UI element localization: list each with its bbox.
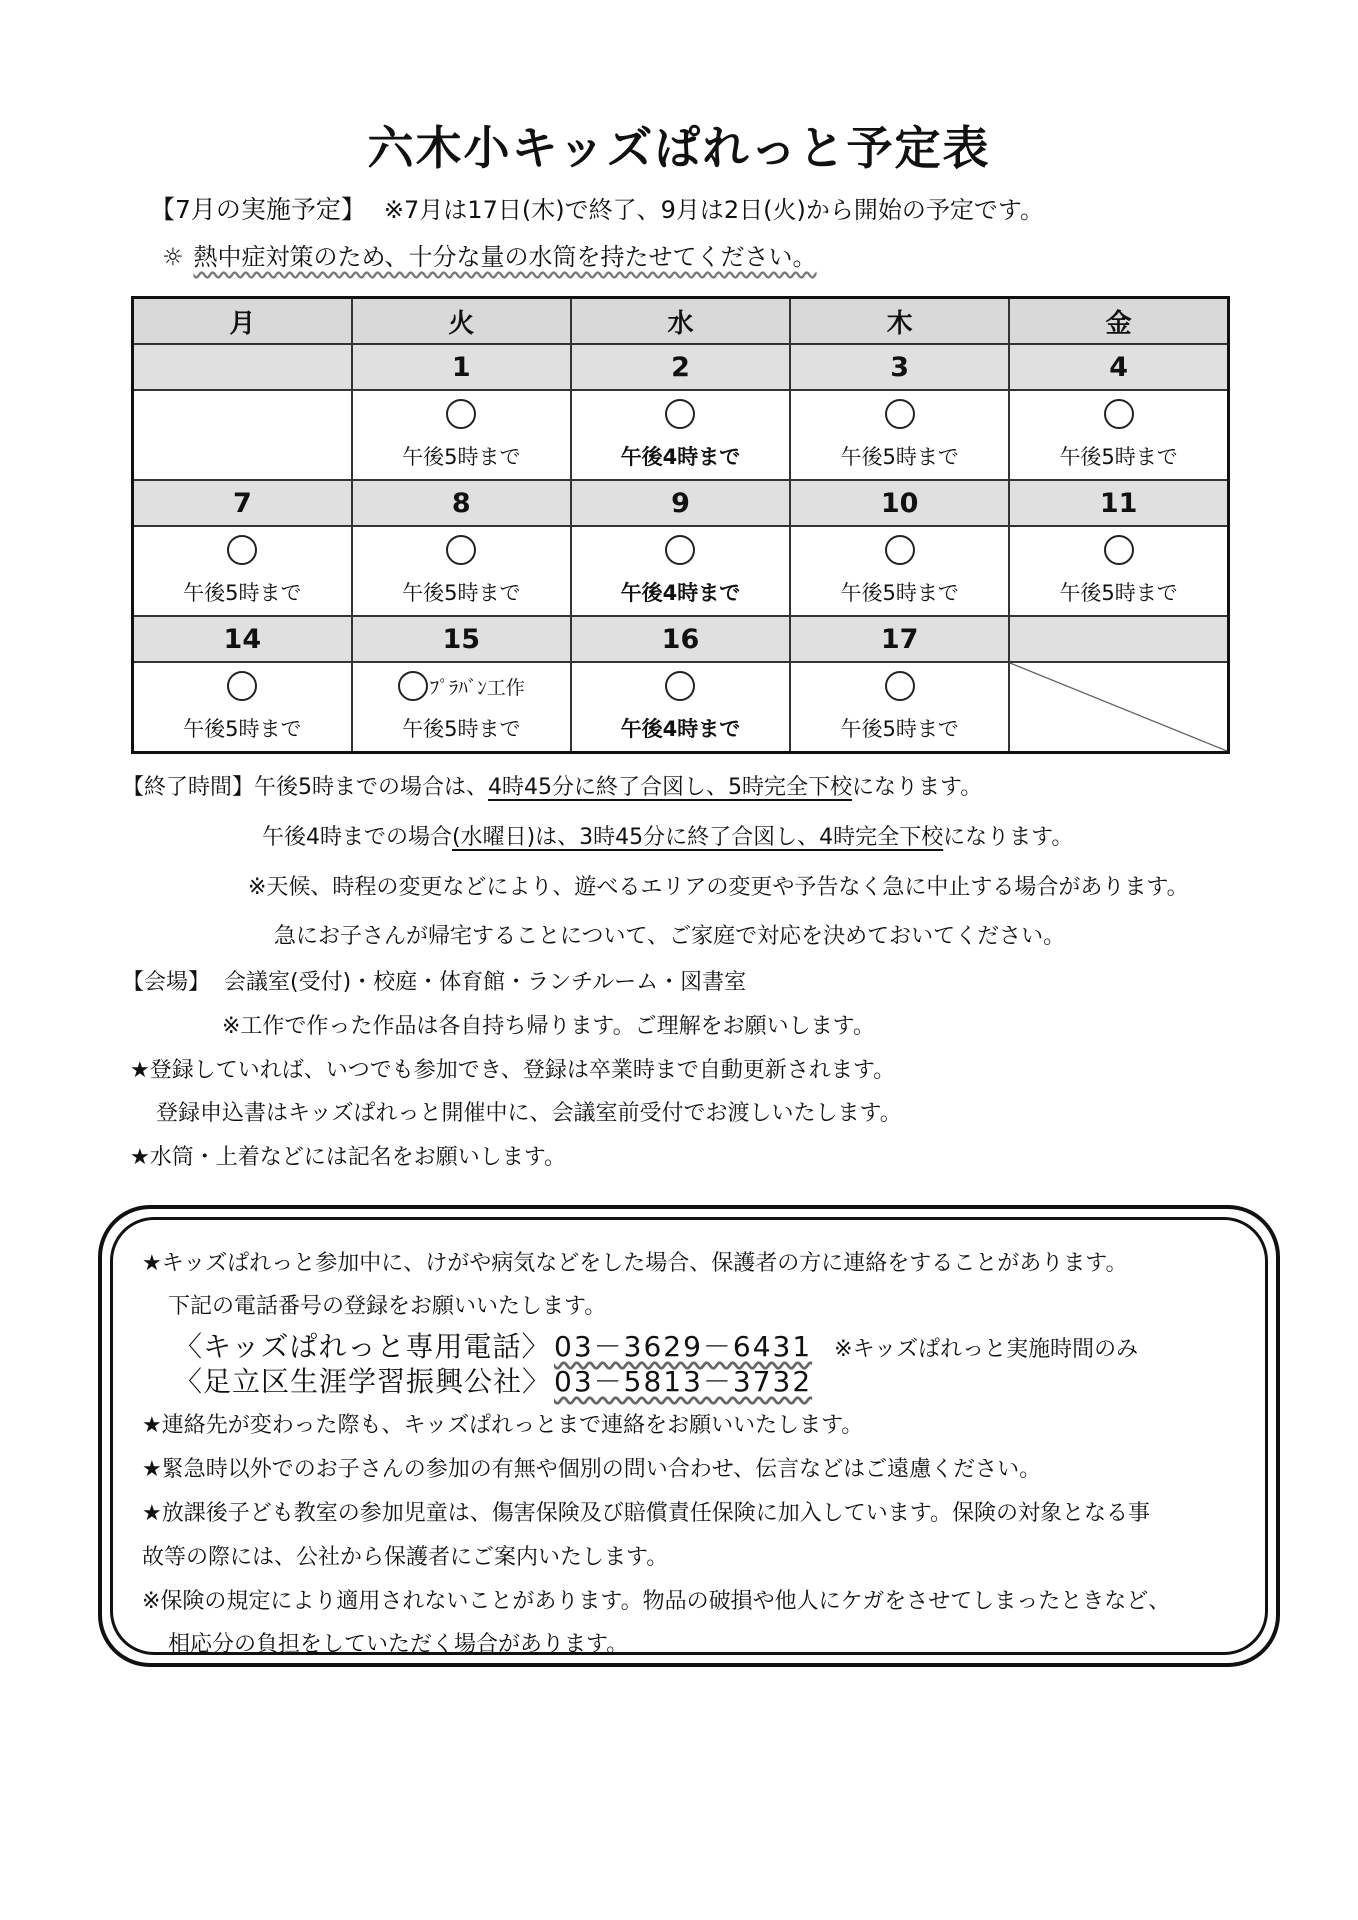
craft-note: ※工作で作った作品は各自持ち帰ります。ご理解をお願いします。 xyxy=(222,1014,875,1039)
contact-note-5: ★放課後子ども教室の参加児童は、傷害保険及び賠償責任保険に加入しています。保険の対象となる事 xyxy=(142,1501,1150,1526)
schedule-cell xyxy=(352,390,571,480)
circle-icon xyxy=(398,671,428,701)
date-row xyxy=(133,344,1229,390)
circle-icon xyxy=(665,399,695,429)
contact-note-4: ★緊急時以外でのお子さんの参加の有無や個別の問い合わせ、伝言などはご遠慮ください。 xyxy=(142,1457,1042,1482)
circle-icon xyxy=(1104,535,1134,565)
open-mark xyxy=(791,399,1008,429)
date-cell: 3 xyxy=(790,344,1009,390)
name-label-note: ★水筒・上着などには記名をお願いします。 xyxy=(130,1145,566,1170)
weekday-thu: 木 xyxy=(790,298,1009,345)
schedule-cell xyxy=(352,526,571,616)
schedule-cell xyxy=(571,662,790,753)
end-time-label: 午後5時まで xyxy=(402,581,521,605)
contact-note-7: ※保険の規定により適用されないことがあります。物品の破損や他人にケガをさせてしまったときなど、 xyxy=(142,1589,1171,1614)
contact-note-3: ★連絡先が変わった際も、キッズぱれっとまで連絡をお願いいたします。 xyxy=(142,1413,864,1438)
phone-number: 03－3629－6431 xyxy=(554,1330,813,1363)
open-mark xyxy=(572,535,789,565)
registration-note-1: ★登録していれば、いつでも参加でき、登録は卒業時まで自動更新されます。 xyxy=(130,1058,896,1083)
date-cell: 11 xyxy=(1009,480,1228,526)
end-time-text: になります。 xyxy=(943,825,1074,850)
activity-label: ﾌﾟﾗﾊﾞﾝ工作 xyxy=(429,676,525,699)
date-cell: 14 xyxy=(133,616,352,662)
phone-row-kids xyxy=(174,1325,1138,1365)
end-time-label: 午後4時まで xyxy=(620,717,741,741)
date-cell xyxy=(133,344,352,390)
open-mark xyxy=(791,535,1008,565)
date-cell: 7 xyxy=(133,480,352,526)
end-time-label: 午後5時まで xyxy=(183,581,302,605)
contact-note-8: 相応分の負担をしていただく場合があります。 xyxy=(168,1632,629,1657)
end-time-label: 午後5時まで xyxy=(402,445,521,469)
schedule-cell xyxy=(790,662,1009,753)
early-return-note: 急にお子さんが帰宅することについて、ご家庭で対応を決めておいてください。 xyxy=(274,924,1066,949)
weekday-wed: 水 xyxy=(571,298,790,345)
venue-label: 【会場】 xyxy=(122,970,211,995)
venue-line xyxy=(122,965,746,996)
heatstroke-text: 熱中症対策のため、十分な量の水筒を持たせてください。 xyxy=(193,243,817,271)
date-cell xyxy=(1009,616,1228,662)
circle-icon xyxy=(665,535,695,565)
contact-note-1: ★キッズぱれっと参加中に、けがや病気などをした場合、保護者の方に連絡をすることがあります。 xyxy=(142,1251,1128,1276)
date-cell: 17 xyxy=(790,616,1009,662)
month-schedule-intro xyxy=(150,190,1044,226)
circle-icon xyxy=(446,535,476,565)
month-end-note: ※7月は17日(木)で終了、9月は2日(火)から開始の予定です。 xyxy=(383,196,1044,224)
circle-icon xyxy=(885,399,915,429)
schedule-cell xyxy=(133,526,352,616)
date-cell: 8 xyxy=(352,480,571,526)
end-time-underlined: (水曜日)は、3時45分に終了合図し、4時完全下校 xyxy=(452,825,944,850)
phone-label: 〈足立区生涯学習振興公社〉 xyxy=(174,1365,552,1398)
open-mark xyxy=(353,535,570,565)
schedule-cell xyxy=(352,662,571,753)
date-row xyxy=(133,480,1229,526)
weather-note: ※天候、時程の変更などにより、遊べるエリアの変更や予告なく急に中止する場合があります。 xyxy=(248,875,1189,900)
end-time-label: 午後4時まで xyxy=(620,445,741,469)
end-time-label: 午後4時まで xyxy=(620,581,741,605)
heatstroke-note xyxy=(162,237,817,272)
end-time-label: 午後5時まで xyxy=(840,717,959,741)
sun-icon: ☼ xyxy=(162,243,184,271)
circle-icon xyxy=(227,671,257,701)
end-time-line-1 xyxy=(122,770,982,801)
open-mark xyxy=(1010,535,1227,565)
circle-icon xyxy=(885,535,915,565)
date-cell: 4 xyxy=(1009,344,1228,390)
content-row xyxy=(133,662,1229,753)
date-cell: 9 xyxy=(571,480,790,526)
calendar-body xyxy=(133,344,1229,753)
open-mark xyxy=(353,671,570,701)
date-cell: 2 xyxy=(571,344,790,390)
schedule-cell xyxy=(1009,662,1228,753)
circle-icon xyxy=(227,535,257,565)
date-cell: 10 xyxy=(790,480,1009,526)
phone-label: 〈キッズぱれっと専用電話〉 xyxy=(174,1330,551,1363)
open-mark xyxy=(572,671,789,701)
phone-row-foundation xyxy=(174,1360,812,1400)
open-mark xyxy=(1010,399,1227,429)
end-time-text: 午後4時までの場合 xyxy=(262,825,452,850)
schedule-cell xyxy=(790,390,1009,480)
circle-icon xyxy=(1104,399,1134,429)
phone-note: ※キッズぱれっと実施時間のみ xyxy=(834,1337,1139,1362)
schedule-cell xyxy=(1009,390,1228,480)
circle-icon xyxy=(665,671,695,701)
circle-icon xyxy=(885,671,915,701)
end-time-label: 午後5時まで xyxy=(402,717,521,741)
month-heading: 【7月の実施予定】 xyxy=(150,195,366,224)
weekday-mon: 月 xyxy=(133,298,352,345)
schedule-cell xyxy=(571,526,790,616)
open-mark xyxy=(791,671,1008,701)
venue-places: 会議室(受付)・校庭・体育館・ランチルーム・図書室 xyxy=(224,970,747,995)
schedule-calendar xyxy=(131,296,1230,754)
date-cell: 1 xyxy=(352,344,571,390)
date-cell: 16 xyxy=(571,616,790,662)
open-mark xyxy=(134,671,351,701)
end-time-label: 午後5時まで xyxy=(840,581,959,605)
open-mark xyxy=(353,399,570,429)
date-row xyxy=(133,616,1229,662)
end-time-label: 午後5時まで xyxy=(840,445,959,469)
schedule-cell xyxy=(133,390,352,480)
registration-note-2: 登録申込書はキッズぱれっと開催中に、会議室前受付でお渡しいたします。 xyxy=(156,1101,902,1126)
end-time-underlined: 4時45分に終了合図し、5時完全下校 xyxy=(488,775,853,800)
content-row xyxy=(133,390,1229,480)
end-time-line-2 xyxy=(262,820,1073,851)
end-time-label: 午後5時まで xyxy=(1059,581,1178,605)
open-mark xyxy=(134,535,351,565)
contact-note-6: 故等の際には、公社から保護者にご案内いたします。 xyxy=(142,1545,669,1570)
schedule-cell xyxy=(133,662,352,753)
schedule-cell xyxy=(571,390,790,480)
phone-number: 03－5813－3732 xyxy=(554,1365,813,1398)
schedule-cell xyxy=(790,526,1009,616)
open-mark xyxy=(572,399,789,429)
end-time-label: 【終了時間】 xyxy=(122,775,255,800)
contact-note-2: 下記の電話番号の登録をお願いいたします。 xyxy=(168,1294,607,1319)
page-title: 六木小キッズぱれっと予定表 xyxy=(367,121,991,175)
content-row xyxy=(133,526,1229,616)
end-time-text: になります。 xyxy=(852,775,983,800)
weekday-tue: 火 xyxy=(352,298,571,345)
date-cell: 15 xyxy=(352,616,571,662)
schedule-cell xyxy=(1009,526,1228,616)
end-time-text: 午後5時までの場合は、 xyxy=(254,775,489,800)
circle-icon xyxy=(446,399,476,429)
weekday-header-row xyxy=(133,298,1229,345)
end-time-label: 午後5時まで xyxy=(1059,445,1178,469)
end-time-label: 午後5時まで xyxy=(183,717,302,741)
weekday-fri: 金 xyxy=(1009,298,1228,345)
